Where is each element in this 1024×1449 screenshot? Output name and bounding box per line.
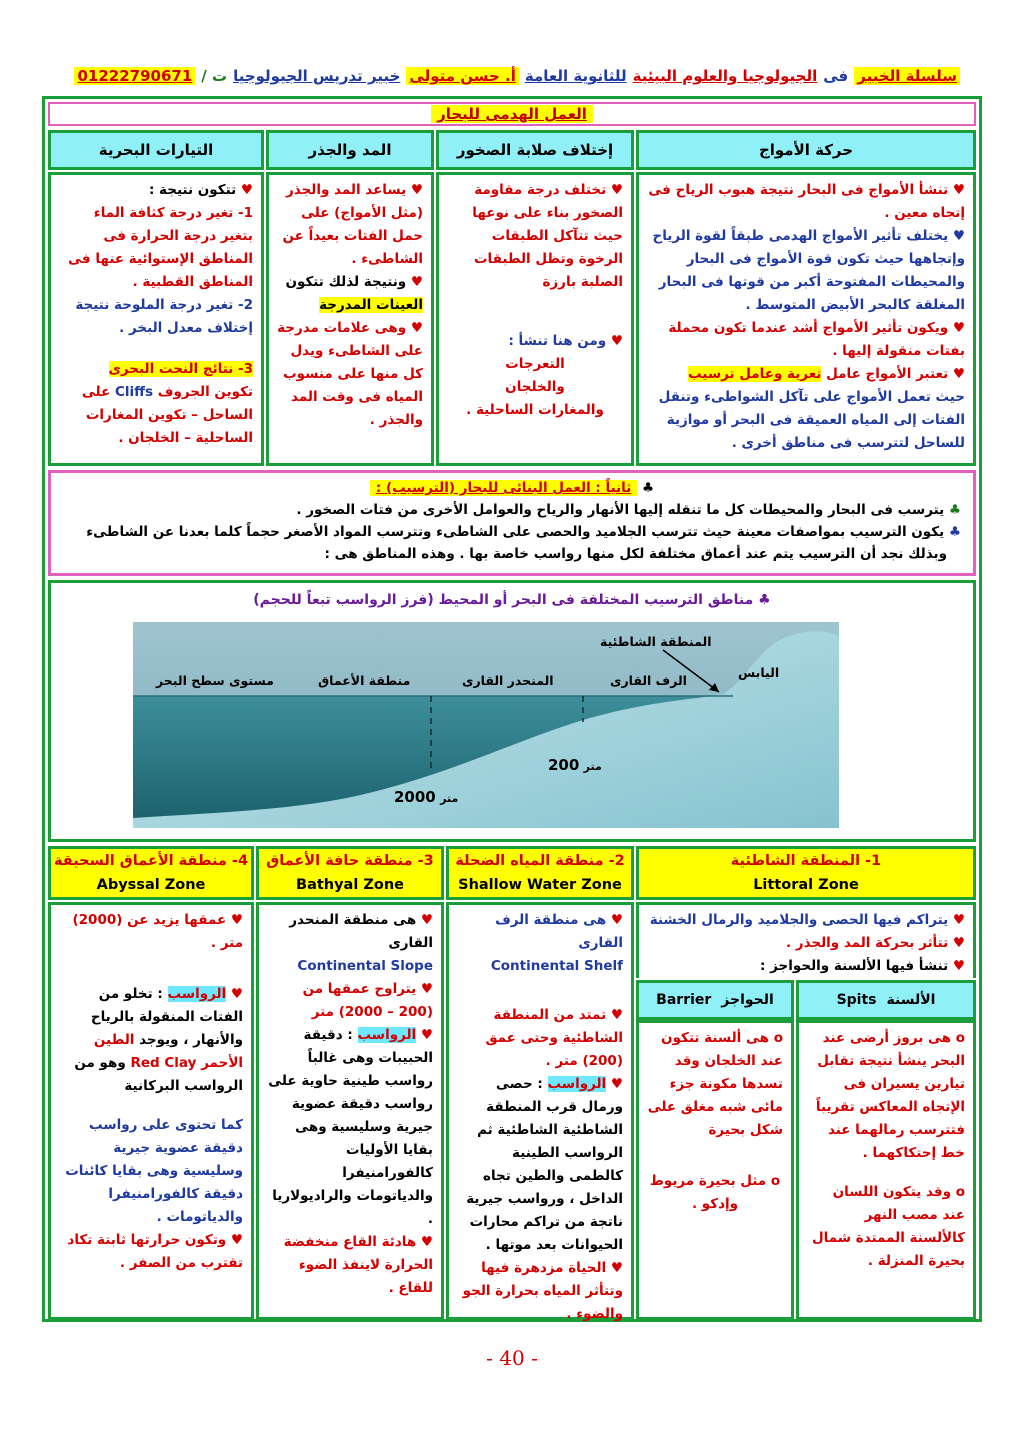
col-head-tides: المد والجذر: [266, 130, 434, 170]
label-shelf: الرف القارى: [610, 673, 687, 688]
diagram-title: ♣ مناطق الترسيب المختلفة فى البحر أو المحيط (فرز الرواسب تبعاً للحجم): [253, 592, 771, 608]
spits-p1: هى بروز أرضى عند البحر ينشأ نتيجة تقابل تيارين يسيران فى الإتجاه المعاكس تقريباً فتترسب رمالهما عند خط إحتكاكهما .: [815, 1030, 965, 1161]
waves-cell: ♥ تنشأ الأمواج فى البحار نتيجة هبوب الرياح فى إتجاه معين . ♥ يختلف تأثير الأمواج الهدمى طبقاً لقوة الرياح وإتجاهها حيث تكون قوة الأمواج فى البحار والمحيطات المفتوحة أكبر من قوتها فى البحار المغلقة كالبحر الأبيض المتوسط . ♥ ويكون تأثير الأمواج أشد عندما تكون محملة بفتات منقولة إليها . ♥ تعتبر الأمواج عامل تعرية وعامل ترسيب حيث تعمل الأمواج على تآكل الشواطىء وتنقل الفتات إلى المياه العميقة فى البحر أو موازية للساحل لتترسب فى مناطق أخرى .: [636, 172, 976, 466]
bathyal-p3a: الرواسب: [357, 1027, 417, 1043]
zone-littoral-ar: 1- المنطقة الشاطئية: [730, 853, 882, 869]
depth-2000-unit: متر: [440, 792, 459, 805]
bathyal-p1: هى منطقة المنحدر القارى: [289, 912, 433, 951]
waves-p3: ويكون تأثير الأمواج أشد عندما تكون محملة بفتات منقولة إليها .: [668, 320, 965, 359]
section2-line3: وبذلك نجد أن الترسيب يتم عند أعماق مختلفة لكل منها رواسب خاصة بها . وهذه المناطق هى :: [324, 546, 947, 562]
littoral-p1: يتراكم فيها الحصى والجلاميد والرمال الخشنة: [649, 912, 949, 928]
constructive-section: ♣ ثانياً : العمل البنائى للبحار (الترسيب) : ♣ يترسب فى البحار والمحيطات كل ما تنقله إليها الأنهار والرياح والعوامل الأخرى من فتات الصخور . ♣ يكون الترسيب بمواصفات معينة حيث تترسب الجلاميد والحصى على الشاطىء وتترسب المواد الأصغر حجماً كلما بعدنا عن الشاطىء وبذلك نجد أن الترسيب يتم عند أعماق مختلفة لكل منها رواسب خاصة بها . وهذه المناطق هى :: [48, 470, 976, 576]
header-expert: خبير تدريس الجيولوجيا: [233, 67, 401, 85]
abyssal-p2c: الطين الأحمر: [93, 1032, 243, 1071]
header-subjects: الجيولوجيا والعلوم البيئية: [632, 67, 818, 85]
rocks-item-1: التعرجات: [505, 356, 565, 372]
header-tel-prefix: ت /: [201, 67, 228, 85]
zone-shallow-ar: 2- منطقة المياه الضحلة: [455, 853, 625, 869]
currents-p1: تتكون نتيجة :: [148, 182, 237, 198]
currents-p5c: على الساحل – تكوين المغارات الساحلية – الخلجان .: [81, 384, 253, 446]
barrier-head: [636, 980, 794, 1020]
currents-p5a: تكوين الجروف: [157, 384, 253, 400]
zone-head-bathyal: [256, 846, 444, 900]
zone-head-littoral: [636, 846, 976, 900]
spits-head: [796, 980, 976, 1020]
littoral-p2: تتأثر بحركة المد والجذر .: [785, 935, 949, 951]
currents-p5b: Cliffs: [114, 384, 154, 400]
currents-p4: 3- نتائج النحت البحرى: [108, 361, 253, 377]
abyssal-p3: كما تحتوى على رواسب دقيقة عضوية جيرية وسليسية وهى بقايا كائنات دقيقة كالفورامنيفرا والدياتومات .: [65, 1117, 243, 1225]
zone-shallow-en: Shallow Water Zone: [458, 877, 622, 893]
waves-p2: يختلف تأثير الأمواج الهدمى طبقاً لقوة الرياح وإتجاهها حيث تكون قوة الأمواج فى البحار والمحيطات المفتوحة أكبر من قوتها فى البحار المغلقة كالبحر الأبيض المتوسط .: [652, 228, 965, 313]
shallow-p4: الحياة مزدهرة فيها وتتأثر المياه بحرارة الجو والضوء .: [462, 1260, 623, 1322]
page-number: - 40 -: [486, 1346, 538, 1370]
rocks-item-2: والخلجان: [505, 379, 565, 395]
series-name: سلسلة الخبير: [854, 67, 960, 85]
rocks-p2: ومن هنا تنشأ :: [508, 333, 607, 349]
zone-bathyal-ar: 3- منطقة حافة الأعماق: [266, 853, 434, 869]
section-title: العمل الهدمى للبحار: [431, 105, 593, 123]
zone-head-abyssal: [48, 846, 254, 900]
page-header: [62, 62, 960, 90]
col-head-rocks: إختلاف صلابة الصخور: [436, 130, 634, 170]
zone-head-shallow: [446, 846, 634, 900]
rocks-item-3: والمغارات الساحلية .: [466, 402, 604, 418]
tides-p3: وهى علامات مدرجة على الشاطىء ويدل كل منها على منسوب المياه فى وقت المد والجذر .: [277, 320, 423, 428]
depth-200-value: 200: [548, 756, 580, 774]
shallow-p1: هى منطقة الرف القارى: [495, 912, 623, 951]
label-depth-2000: [394, 788, 458, 806]
waves-p1: تنشأ الأمواج فى البحار نتيجة هبوب الرياح فى إتجاه معين .: [648, 182, 965, 221]
abyssal-p2e: وهو من الرواسب البركانية: [74, 1055, 243, 1094]
abyssal-p4: وتكون حرارتها ثابتة تكاد تقترب من الصفر .: [67, 1232, 243, 1271]
spits-cell: o هى بروز أرضى عند البحر ينشأ نتيجة تقابل تيارين يسيران فى الإتجاه المعاكس تقريباً فتترسب رمالهما عند خط إحتكاكهما . o وقد يتكون اللسان عند مصب النهر كالألسنة الممتدة شمال بحيرة المنزلة .: [796, 1020, 976, 1320]
abyssal-p2d: Red Clay: [130, 1055, 197, 1071]
waves-p5: حيث تعمل الأمواج على تآكل الشواطىء وتنقل الفتات إلى المياه العميقة فى البحر أو موازية للساحل لتترسب فى مناطق أخرى .: [658, 389, 965, 451]
barrier-en: Barrier: [656, 992, 712, 1008]
label-sea-level: مستوى سطح البحر: [156, 673, 274, 688]
barrier-cell: o هى ألسنة تتكون عند الخلجان وقد تسدها مكونة جزء مائى شبه مغلق على شكل بحيرة o مثل بحيرة مريوط وإدكو .: [636, 1020, 794, 1320]
label-land: اليابس: [738, 665, 780, 680]
abyssal-p1: عمقها يزيد عن (2000) متر .: [72, 912, 243, 951]
header-grade: للثانوية العامة: [524, 67, 627, 85]
bathyal-p4: هادئة القاع منخفضة الحرارة لاينفذ الضوء للقاع .: [283, 1234, 433, 1296]
bathyal-cell: ♥ هى منطقة المنحدر القارى Continental Slope ♥ يتراوح عمقها من (200 – 2000) متر ♥ الرواسب : دقيقة الحبيبات وهى غالباً رواسب طينية حاوية على رواسب دقيقة عضوية جيرية وسليسية وهى بقايا الأوليات كالفورامنيفرا والدياتومات والراديولاريا . ♥ هادئة القاع منخفضة الحرارة لاينفذ الضوء للقاع .: [256, 902, 444, 1320]
diagram-title-text: مناطق الترسيب المختلفة فى البحر أو المحيط (فرز الرواسب تبعاً للحجم): [253, 592, 754, 608]
barrier-p2: مثل بحيرة مريوط وإدكو .: [649, 1173, 767, 1212]
spits-p2: وقد يتكون اللسان عند مصب النهر كالألسنة الممتدة شمال بحيرة المنزلة .: [811, 1184, 965, 1269]
zone-abyssal-ar: 4- منطقة الأعماق السحيقة: [53, 853, 249, 869]
currents-p3: 2- تغير درجة الملوحة نتيجة إختلاف معدل البخر .: [75, 297, 253, 336]
littoral-cell: ♥ يتراكم فيها الحصى والجلاميد والرمال الخشنة ♥ تتأثر بحركة المد والجذر . ♥ تنشأ فيها الألسنة والحواجز :: [636, 902, 976, 978]
zone-littoral-en: Littoral Zone: [753, 877, 859, 893]
waves-p4a: تعتبر الأمواج عامل: [826, 366, 949, 382]
zone-bathyal-en: Bathyal Zone: [296, 877, 404, 893]
bathyal-p1en: Continental Slope: [297, 958, 433, 974]
spits-en: Spits: [836, 992, 877, 1008]
header-phone: 01222790671: [74, 67, 195, 85]
header-fi: فى: [823, 67, 849, 85]
label-slope: المنحدر القارى: [462, 673, 554, 688]
tides-p2: ونتيجة لذلك تتكون: [285, 274, 407, 290]
shallow-cell: ♥ هى منطقة الرف القارى Continental Shelf ♥ تمتد من المنطقة الشاطئية وحتى عمق (200) متر . ♥ الرواسب : حصى ورمال قرب المنطقة الشاطئية الشاطئية ثم الرواسب الطينية كالطمى والطين تجاه الداخل ، ورواسب جيرية ناتجة من تراكم محارات الحيوانات بعد موتها . ♥ الحياة مزدهرة فيها وتتأثر المياه بحرارة الجو والضوء .: [446, 902, 634, 1320]
tides-p2b: العينات المدرجة: [319, 297, 423, 313]
barrier-ar: الحواجز: [721, 992, 774, 1008]
shallow-p1en: Continental Shelf: [490, 958, 623, 974]
label-depth-200: [548, 756, 602, 774]
section-title-bar: [48, 102, 976, 126]
col-head-currents: التيارات البحرية: [48, 130, 264, 170]
bathyal-p3b: : دقيقة الحبيبات وهى غالباً رواسب طينية حاوية على رواسب دقيقة عضوية جيرية وسليسية وهى بقايا الأوليات كالفورامنيفرا والدياتومات والراديولاريا .: [268, 1027, 433, 1227]
currents-cell: ♥ تتكون نتيجة : 1- تغير درجة كثافة الماء بتغير درجة الحرارة فى المناطق الإستوائية عنها فى المناطق القطبية . 2- تغير درجة الملوحة نتيجة إختلاف معدل البخر . 3- نتائج النحت البحرى تكوين الجروف Cliffs على الساحل – تكوين المغارات الساحلية – الخلجان .: [48, 172, 264, 466]
label-littoral: المنطقة الشاطئية: [600, 634, 712, 649]
zone-abyssal-en: Abyssal Zone: [96, 877, 206, 893]
tides-p1: يساعد المد والجذر (مثل الأمواج) على حمل الفتات بعيداً عن الشاطىء .: [282, 182, 423, 267]
header-teacher: أ. حسن متولى: [406, 67, 518, 85]
label-abyssal: منطقة الأعماق: [318, 673, 411, 688]
waves-p4b: تعرية وعامل ترسيب: [688, 366, 822, 382]
shallow-p3a: الرواسب: [547, 1076, 607, 1092]
littoral-p3: تنشأ فيها الألسنة والحواجز :: [760, 958, 949, 974]
section2-title: ثانياً : العمل البنائى للبحار (الترسيب) :: [370, 480, 637, 496]
rocks-p1: تختلف درجة مقاومة الصخور بناء على نوعها حيث تتآكل الطبقات الرخوة وتظل الطبقات الصلبة بارزة: [472, 182, 623, 290]
spits-ar: الألسنة: [886, 992, 936, 1008]
ocean-zones-diagram: [133, 622, 839, 828]
shallow-p3b: : حصى ورمال قرب المنطقة الشاطئية الشاطئية ثم الرواسب الطينية كالطمى والطين تجاه الداخل ، ورواسب جيرية ناتجة من تراكم محارات الحيوانات بعد موتها .: [466, 1076, 623, 1253]
shallow-p2: تمتد من المنطقة الشاطئية وحتى عمق (200) متر .: [485, 1007, 623, 1069]
tides-cell: ♥ يساعد المد والجذر (مثل الأمواج) على حمل الفتات بعيداً عن الشاطىء . ♥ ونتيجة لذلك تتكون العينات المدرجة ♥ وهى علامات مدرجة على الشاطىء ويدل كل منها على منسوب المياه فى وقت المد والجذر .: [266, 172, 434, 466]
abyssal-cell: ♥ عمقها يزيد عن (2000) متر . ♥ الرواسب : تخلو من الفتات المنقولة بالرياح والأنهار ، ويوجد الطين الأحمر Red Clay وهو من الرواسب البركانية كما تحتوى على رواسب دقيقة عضوية جيرية وسليسية وهى بقايا كائنات دقيقة كالفورامنيفرا والدياتومات . ♥ وتكون حرارتها ثابتة تكاد تقترب من الصفر .: [48, 902, 254, 1320]
section2-line1: يترسب فى البحار والمحيطات كل ما تنقله إليها الأنهار والرياح والعوامل الأخرى من فتات الصخور .: [296, 502, 945, 518]
barrier-p1: هى ألسنة تتكون عند الخلجان وقد تسدها مكونة جزء مائى شبه مغلق على شكل بحيرة: [647, 1030, 783, 1138]
section2-line2: يكون الترسيب بمواصفات معينة حيث تترسب الجلاميد والحصى على الشاطىء وتترسب المواد الأصغر حجماً كلما بعدنا عن الشاطىء: [86, 524, 945, 540]
depth-200-unit: متر: [583, 760, 602, 773]
currents-p2: 1- تغير درجة كثافة الماء بتغير درجة الحرارة فى المناطق الإستوائية عنها فى المناطق القطبية .: [68, 205, 253, 290]
abyssal-p2b: : تخلو من الفتات المنقولة بالرياح والأنهار ، ويوجد: [90, 986, 243, 1048]
col-head-waves: حركة الأمواج: [636, 130, 976, 170]
rocks-cell: ♥ تختلف درجة مقاومة الصخور بناء على نوعها حيث تتآكل الطبقات الرخوة وتظل الطبقات الصلبة بارزة ♥ ومن هنا تنشأ : التعرجات والخلجان والمغارات الساحلية .: [436, 172, 634, 466]
depth-2000-value: 2000: [394, 788, 436, 806]
bathyal-p2: يتراوح عمقها من (200 – 2000) متر: [302, 981, 433, 1020]
abyssal-p2a: الرواسب: [167, 986, 227, 1002]
